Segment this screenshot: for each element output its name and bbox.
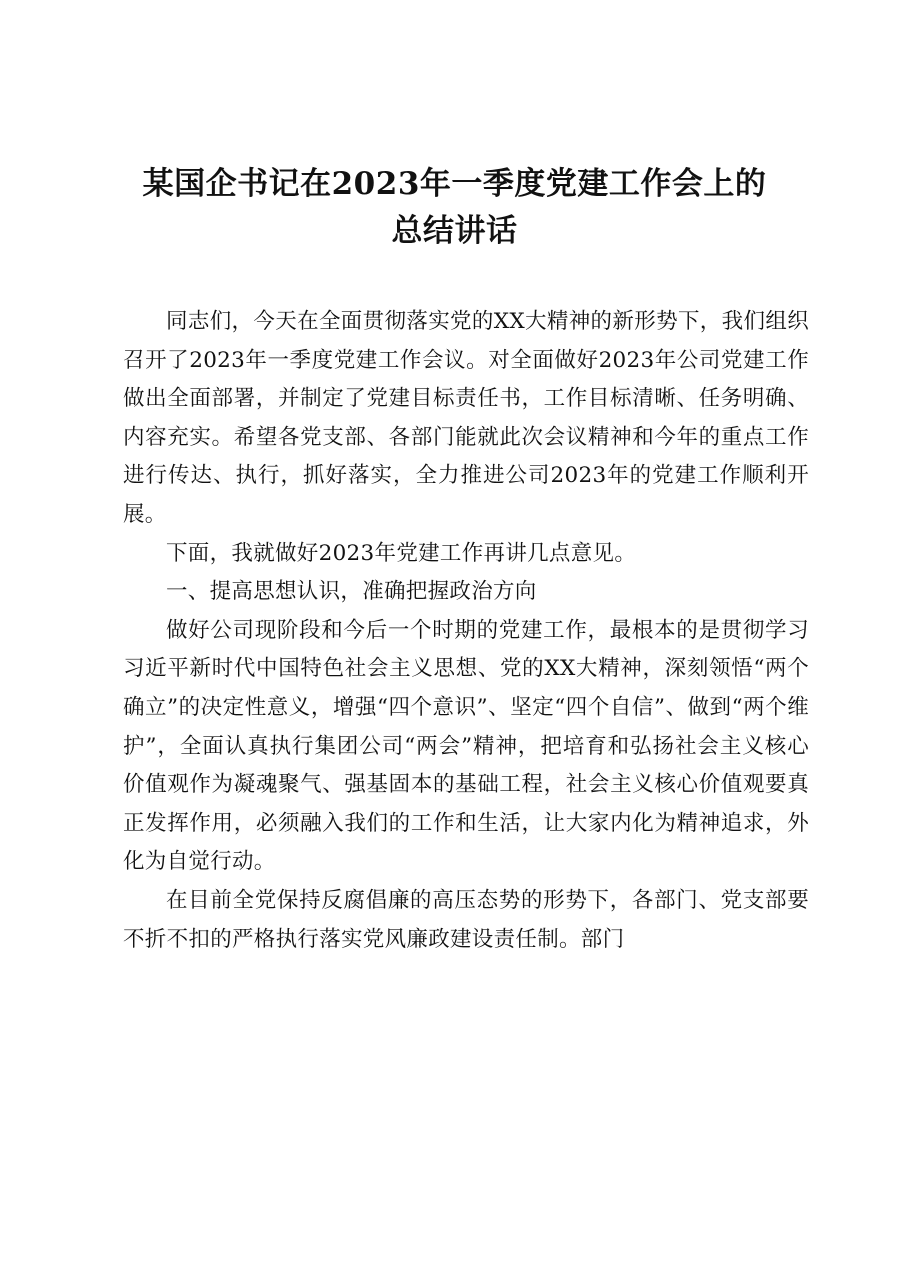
document-title-line-1: 某国企书记在2023年一季度党建工作会上的 (142, 166, 767, 202)
paragraph-intro: 下面，我就做好2023年党建工作再讲几点意见。 (166, 540, 637, 566)
paragraph-section-1-body: 做好公司现阶段和今后一个时期的党建工作，最根本的是贯彻学习习近平新时代中国特色社会主义思想、党的XX大精神，深刻领悟“两个确立”的决定性意义，增强“四个意识”、坚定“四个自信”、做到“两个维护”，全面认真执行集团公司“两会”精神，把培育和弘扬社会主义核心价值观作为凝魂聚气、强基固本的基础工程，社会主义核心价值观要真正发挥作用，必须融入我们的工作和生活，让大家内化为精神追求，外化为自觉行动。 (123, 617, 809, 875)
paragraph-anti-corruption: 在目前全党保持反腐倡廉的高压态势的形势下，各部门、党支部要不折不扣的严格执行落实党风廉政建设责任制。部门 (123, 887, 809, 952)
document-title-line-2: 总结讲话 (391, 213, 518, 249)
paragraph-opening: 同志们，今天在全面贯彻落实党的XX大精神的新形势下，我们组织召开了2023年一季度党建工作会议。对全面做好2023年公司党建工作做出全面部署，并制定了党建目标责任书，工作目标清晰、任务明确、内容充实。希望各党支部、各部门能就此次会议精神和今年的重点工作进行传达、执行，抓好落实，全力推进公司2023年的党建工作顺利开展。 (123, 309, 809, 527)
document-body (123, 303, 809, 959)
section-heading-1: 一、提高思想认识，准确把握政治方向 (166, 579, 537, 605)
